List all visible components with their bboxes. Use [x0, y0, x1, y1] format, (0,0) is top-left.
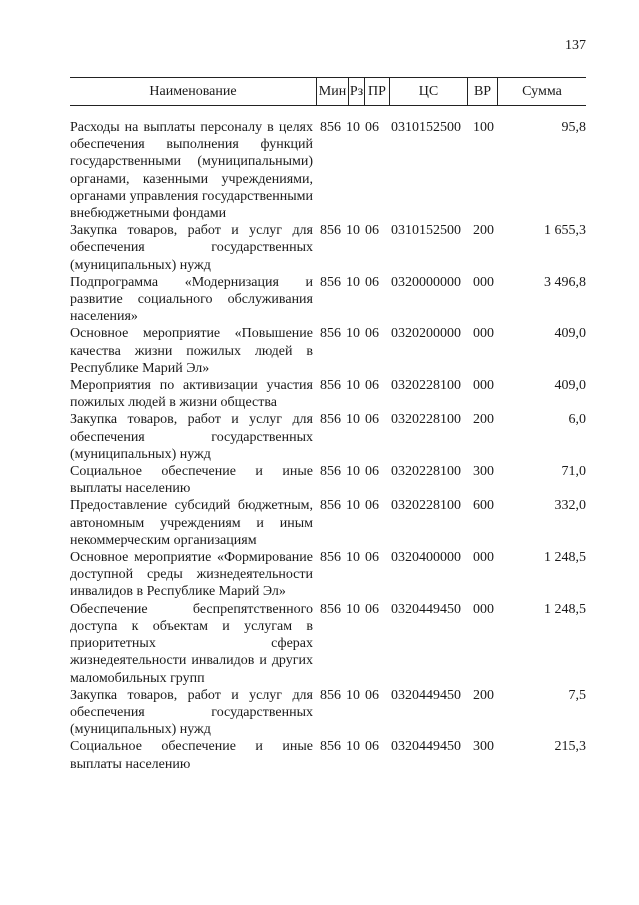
row-pr: 06 [365, 464, 379, 480]
row-pr: 06 [365, 739, 379, 755]
table-row [70, 222, 586, 274]
row-rz: 10 [346, 223, 360, 239]
page-number: 137 [565, 38, 586, 53]
row-min: 856 [320, 223, 341, 239]
table-row [70, 687, 586, 739]
row-cs: 0320228100 [391, 464, 461, 480]
row-cs: 0320449450 [391, 601, 461, 617]
row-vr: 000 [473, 378, 494, 394]
row-name: Подпрограмма «Модернизация и развитие социального обслуживания населения» [70, 274, 313, 325]
row-codes [316, 549, 586, 601]
row-min: 856 [320, 498, 341, 514]
row-pr: 06 [365, 412, 379, 428]
row-codes [316, 274, 586, 326]
row-vr: 000 [473, 550, 494, 566]
budget-table [70, 77, 586, 773]
table-row [70, 325, 586, 377]
row-sum: 6,0 [568, 412, 586, 428]
row-cs: 0320400000 [391, 550, 461, 566]
row-min: 856 [320, 739, 341, 755]
row-name: Закупка товаров, работ и услуг для обеспечения государственных (муниципальных) нужд [70, 412, 313, 462]
row-min: 856 [320, 550, 341, 566]
row-name: Расходы на выплаты персоналу в целях обеспечения выполнения функций государственными (муниципальными) органами, казенными учреждениями, органами управления государственными внебюджетными фондами [70, 120, 313, 222]
row-codes [316, 325, 586, 377]
row-vr: 000 [473, 274, 494, 290]
table-body [70, 119, 586, 773]
row-pr: 06 [365, 326, 379, 342]
row-cs: 0320449450 [391, 739, 461, 755]
row-codes [316, 222, 586, 274]
row-sum: 1 248,5 [544, 550, 586, 566]
row-name: Социальное обеспечение и иные выплаты населению [70, 739, 313, 772]
header-cs: ЦС [389, 78, 467, 105]
header-vr: ВР [467, 78, 497, 105]
row-sum: 1 248,5 [544, 601, 586, 617]
row-codes [316, 497, 586, 549]
row-rz: 10 [346, 326, 360, 342]
row-cs: 0320228100 [391, 378, 461, 394]
row-min: 856 [320, 326, 341, 342]
row-name: Основное мероприятие «Формирование доступной среды жизнедеятельности инвалидов в Республике Марий Эл» [70, 550, 313, 600]
row-rz: 10 [346, 739, 360, 755]
row-vr: 000 [473, 601, 494, 617]
table-header [70, 77, 586, 106]
table-row [70, 738, 586, 772]
table-row [70, 497, 586, 549]
row-name: Мероприятия по активизации участия пожилых людей в жизни общества [70, 378, 313, 411]
row-rz: 10 [346, 601, 360, 617]
table-row [70, 549, 586, 601]
row-pr: 06 [365, 498, 379, 514]
row-min: 856 [320, 601, 341, 617]
row-pr: 06 [365, 274, 379, 290]
row-cs: 0320200000 [391, 326, 461, 342]
row-rz: 10 [346, 464, 360, 480]
row-rz: 10 [346, 498, 360, 514]
header-pr: ПР [364, 78, 389, 105]
row-vr: 300 [473, 739, 494, 755]
row-min: 856 [320, 687, 341, 703]
row-codes [316, 377, 586, 411]
row-pr: 06 [365, 687, 379, 703]
row-pr: 06 [365, 120, 379, 135]
row-vr: 300 [473, 464, 494, 480]
row-vr: 200 [473, 223, 494, 239]
row-sum: 7,5 [568, 687, 586, 703]
row-vr: 000 [473, 326, 494, 342]
table-row [70, 119, 586, 222]
row-name: Предоставление субсидий бюджетным, автономным учреждениям и иным некоммерческим организациям [70, 498, 313, 548]
row-rz: 10 [346, 120, 360, 135]
row-sum: 409,0 [554, 326, 586, 342]
row-rz: 10 [346, 687, 360, 703]
row-rz: 10 [346, 412, 360, 428]
row-min: 856 [320, 464, 341, 480]
table-row [70, 463, 586, 497]
row-name: Обеспечение беспрепятственного доступа к объектам и услугам в приоритетных сферах жизнедеятельности инвалидов и других маломобильных групп [70, 601, 313, 686]
row-sum: 332,0 [554, 498, 586, 514]
row-sum: 215,3 [554, 739, 586, 755]
row-rz: 10 [346, 378, 360, 394]
table-row [70, 411, 586, 463]
row-sum: 95,8 [561, 120, 586, 135]
row-min: 856 [320, 412, 341, 428]
row-pr: 06 [365, 601, 379, 617]
row-cs: 0310152500 [391, 120, 461, 135]
row-sum: 3 496,8 [544, 274, 586, 290]
row-pr: 06 [365, 550, 379, 566]
row-cs: 0320228100 [391, 498, 461, 514]
row-rz: 10 [346, 274, 360, 290]
row-cs: 0320000000 [391, 274, 461, 290]
header-rz: Рз [348, 78, 364, 105]
row-min: 856 [320, 120, 341, 135]
row-vr: 200 [473, 412, 494, 428]
row-pr: 06 [365, 378, 379, 394]
table-row [70, 274, 586, 326]
row-name: Закупка товаров, работ и услуг для обеспечения государственных (муниципальных) нужд [70, 687, 313, 738]
row-sum: 71,0 [561, 464, 586, 480]
row-min: 856 [320, 378, 341, 394]
row-cs: 0320228100 [391, 412, 461, 428]
row-sum: 409,0 [554, 378, 586, 394]
row-cs: 0320449450 [391, 687, 461, 703]
row-sum: 1 655,3 [544, 223, 586, 239]
row-codes [316, 601, 586, 687]
table-row [70, 377, 586, 411]
row-vr: 100 [473, 120, 494, 135]
row-min: 856 [320, 274, 341, 290]
row-codes [316, 119, 586, 222]
row-cs: 0310152500 [391, 223, 461, 239]
row-name: Основное мероприятие «Повышение качества жизни пожилых людей в Республике Марий Эл» [70, 326, 313, 376]
row-codes [316, 463, 586, 497]
header-sum: Сумма [497, 78, 586, 105]
row-codes [316, 687, 586, 739]
header-name: Наименование [149, 83, 237, 99]
row-name: Социальное обеспечение и иные выплаты населению [70, 464, 313, 497]
row-pr: 06 [365, 223, 379, 239]
row-codes [316, 411, 586, 463]
row-codes [316, 738, 586, 772]
row-rz: 10 [346, 550, 360, 566]
table-row [70, 601, 586, 687]
header-min: Мин [316, 78, 348, 105]
row-name: Закупка товаров, работ и услуг для обеспечения государственных (муниципальных) нужд [70, 223, 313, 273]
row-vr: 200 [473, 687, 494, 703]
row-vr: 600 [473, 498, 494, 514]
